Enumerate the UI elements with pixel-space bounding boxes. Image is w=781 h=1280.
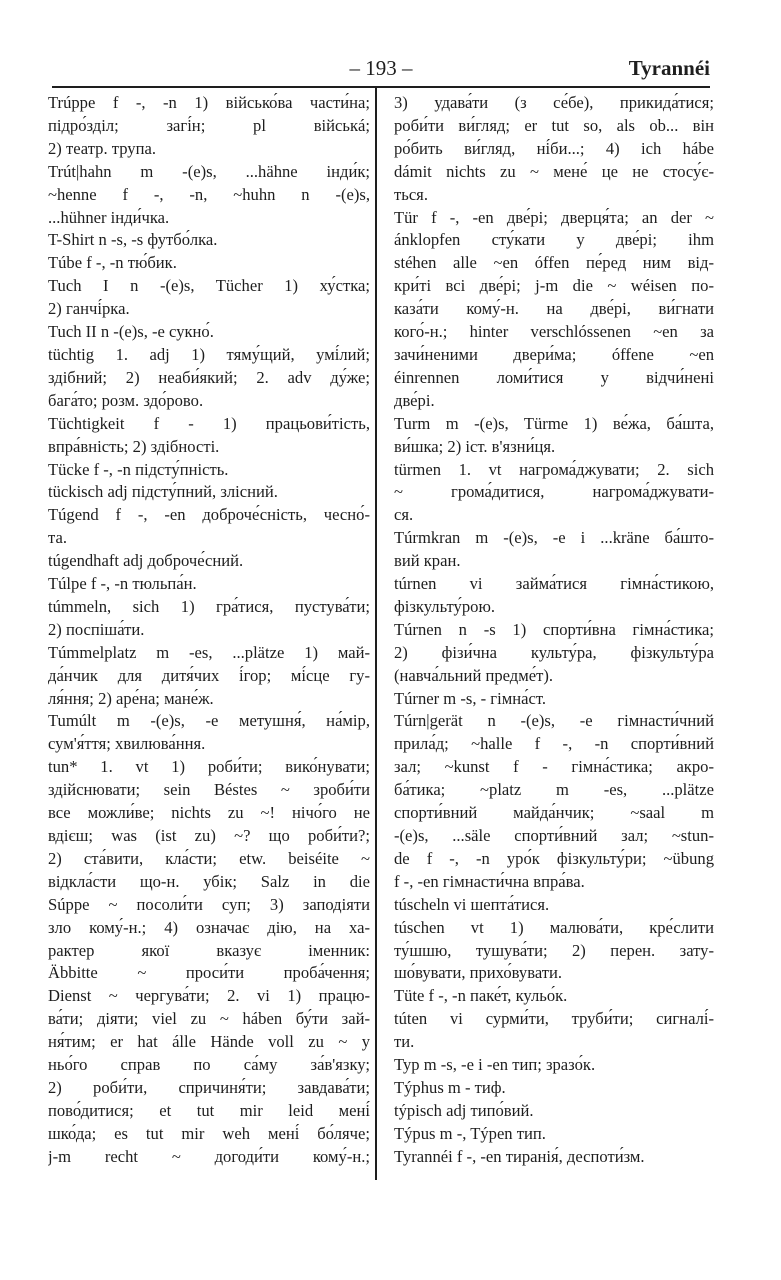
entry-line: Túbe f -, -n тю́бик.	[48, 253, 177, 273]
entry-line: Tuch II n -(e)s, -e сукно́.	[48, 322, 214, 342]
entry-line: Tumúlt m -(e)s, -e метушня́, на́мір,	[48, 711, 370, 731]
entry-line: ~henne f -, -n, ~huhn n -(e)s,	[48, 184, 370, 204]
entry-line: türmen 1. vt нагрома́джувати; 2. sich	[394, 459, 714, 479]
entry-line: túgendhaft adj доброче́сний.	[48, 551, 244, 571]
entry-line: бага́то; розм. здо́рово.	[48, 390, 204, 410]
entry-line: j-m recht ~ догоди́ти кому́-н.;	[48, 1146, 370, 1166]
header-rule	[52, 86, 710, 88]
column-divider	[375, 88, 377, 1180]
entry-line: dámit nichts zu ~ мене́ це не стосу́є-	[394, 161, 714, 181]
entry-line: пово́дитися; et tut mir leid мені́	[48, 1100, 370, 1120]
entry-line: ньо́го справ по са́му за́в'язку;	[48, 1055, 370, 1075]
entry-line: впра́вність; 2) здібності.	[48, 436, 220, 456]
entry-line: ля́ння; 2) аре́на; мане́ж.	[48, 688, 214, 708]
entry-line: Túgend f -, -en доброче́сність, чесно́-	[48, 505, 370, 525]
entry-line: Týpus m -, Týpen тип.	[394, 1123, 546, 1143]
entry-line: шко́да; es tut mir weh мені́ бо́ляче;	[48, 1123, 370, 1143]
entry-line: Tür f -, -en две́рі; дверця́та; an der ~	[394, 207, 714, 227]
entry-line: tun* 1. vt 1) роби́ти; вико́нувати;	[48, 757, 370, 777]
entry-line: Túmmelplatz m -es, ...plätze 1) май-	[48, 642, 370, 662]
entry-line: -(e)s, ...säle спорти́вний зал; ~stun-	[394, 826, 714, 845]
entry-line: ви́шка; 2) іст. в'язни́ця.	[394, 436, 556, 456]
entry-line: прила́д; ~halle f -, -n спорти́вний	[394, 734, 714, 754]
entry-line: здійснювати; sein Béstes ~ зроби́ти	[48, 780, 370, 800]
entry-line: ня́тим; er hat álle Hände voll zu ~ у	[48, 1032, 370, 1052]
entry-line: шо́вувати, прихо́вувати.	[394, 963, 563, 983]
entry-line: týpisch adj типо́вий.	[394, 1100, 534, 1120]
entry-line: зачи́неними двери́ма; óffene ~en	[394, 344, 714, 364]
entry-line: Túrner m -s, - гімна́ст.	[394, 688, 546, 708]
entry-line: tückisch adj підсту́пний, злісний.	[48, 482, 278, 502]
entry-line: Trút|hahn m -(e)s, ...hähne інди́к;	[48, 161, 370, 181]
entry-line: túscheln vi шепта́тися.	[394, 894, 550, 914]
entry-line: спорти́вний майда́нчик; ~saal m	[394, 803, 714, 823]
entry-line: Súppe ~ посоли́ти суп; 3) заподіяти	[48, 894, 370, 914]
entry-line: роби́ти ви́гляд; er tut so, als ob... він	[394, 115, 714, 135]
entry-line: відкла́сти що-н. убік; Salz in die	[48, 871, 370, 891]
entry-line: та.	[48, 528, 67, 548]
entry-line: túrnen vi займа́тися гімна́стикою,	[394, 574, 714, 594]
entry-line: Turm m -(e)s, Türme 1) ве́жа, ба́шта,	[394, 413, 714, 433]
entry-line: f -, -en гімнасти́чна впра́ва.	[394, 871, 585, 891]
entry-line: зал; ~kunst f - гімна́стика; акро-	[394, 757, 714, 777]
entry-line: Túrmkran m -(e)s, -e i ...kräne ба́што-	[394, 528, 714, 548]
entry-line: Týphus m - тиф.	[394, 1077, 506, 1097]
entry-line: Dienst ~ чергува́ти; 2. vi 1) працю-	[48, 986, 370, 1006]
entry-line: Tuch I n -(e)s, Tücher 1) ху́стка;	[48, 276, 370, 296]
entry-line: Tyrannéi f -, -en тиранія́, деспоти́зм.	[394, 1146, 645, 1166]
page-header	[52, 56, 710, 86]
entry-line: ...hühner інди́чка.	[48, 207, 170, 227]
entry-line: Trúppe f -, -n 1) військо́ва части́на;	[48, 93, 370, 112]
entry-line: Typ m -s, -e i -en тип; зразо́к.	[394, 1055, 596, 1075]
entry-line: ту́шшю, тушува́ти; 2) перен. зату-	[394, 940, 714, 960]
entry-line: ва́ти; діяти; viel zu ~ háben бу́ти зай-	[48, 1009, 370, 1029]
entry-line: вдієш; was (ist zu) ~? що роби́ти?;	[48, 826, 370, 845]
entry-line: stéhen alle ~en óffen пе́ред ним від-	[394, 253, 714, 273]
entry-line: кого́-н.; hinter verschlóssenen ~en за	[394, 322, 714, 342]
entry-line: вий кран.	[394, 551, 461, 571]
entry-line: зло кому́-н.; 4) означає дію, на ха-	[48, 917, 370, 937]
entry-line: 2) роби́ти, спричиня́ти; завдава́ти;	[48, 1077, 370, 1097]
entry-line: каза́ти кому́-н. на две́рі, ви́гнати	[394, 299, 714, 319]
entry-line: éinrennen ломи́тися у відчи́нені	[394, 367, 714, 387]
entry-line: рактер якої вказує іменник:	[48, 940, 370, 960]
right-column	[394, 92, 714, 1169]
entry-line: Túlpe f -, -n тюльпа́н.	[48, 574, 197, 594]
entry-line: Túrn|gerät n -(e)s, -e гімнасти́чний	[394, 711, 714, 731]
entry-line: túten vi сурми́ти, труби́ти; сигналі́-	[394, 1009, 714, 1029]
entry-line: Tüchtigkeit f - 1) працьови́тість,	[48, 413, 370, 433]
entry-line: ться.	[394, 184, 428, 204]
entry-line: 2) фізи́чна культу́ра, фізкульту́ра	[394, 642, 714, 662]
entry-line: 2) ганчі́рка.	[48, 299, 130, 319]
entry-line: фізкульту́рою.	[394, 596, 495, 616]
entry-line: ти.	[394, 1032, 415, 1052]
entry-line: Tücke f -, -n підсту́пність.	[48, 459, 229, 479]
entry-line: ся.	[394, 505, 414, 525]
entry-line: кри́ті всі две́рі; j-m die ~ wéisen по-	[394, 276, 714, 296]
entry-line: да́нчик для дитя́чих і́гор; мі́сце гу-	[48, 665, 370, 685]
running-head: Tyrannéi	[628, 56, 710, 80]
entry-line: túmmeln, sich 1) гра́тися, пустува́ти;	[48, 596, 370, 616]
entry-line: ба́тика; ~platz m -es, ...plätze	[394, 780, 714, 800]
entry-line: tüchtig 1. adj 1) тяму́щий, умі́лий;	[48, 344, 370, 364]
entry-line: 2) поспіша́ти.	[48, 619, 145, 639]
entry-line: сум'я́ття; хвилюва́ння.	[48, 734, 206, 754]
entry-line: 3) удава́ти (з се́бе), прикида́тися;	[394, 93, 714, 112]
entry-line: все можли́ве; nichts zu ~! нічо́го не	[48, 803, 370, 823]
entry-line: ~ грома́дитися, нагрома́джувати-	[394, 482, 714, 502]
page-number: – 193 –	[349, 56, 413, 80]
entry-line: Äbbitte ~ проси́ти проба́чення;	[48, 963, 370, 983]
entry-line: здібний; 2) неаби́який; 2. adv ду́же;	[48, 367, 370, 387]
left-column	[48, 92, 370, 1169]
entry-line: ánklopfen сту́кати у две́рі; ihm	[394, 230, 714, 250]
entry-line: ро́бить ви́гляд, ні́би...; 4) ich hábe	[394, 138, 714, 158]
entry-line: (навча́льний предме́т).	[394, 665, 554, 685]
entry-line: túschen vt 1) малюва́ти, кре́слити	[394, 917, 714, 937]
entry-line: de f -, -n уро́к фізкульту́ри; ~übung	[394, 848, 714, 868]
entry-line: 2) театр. трупа.	[48, 138, 156, 158]
entry-line: підро́зділ; загі́н; pl військá;	[48, 115, 370, 135]
entry-line: две́рі.	[394, 390, 435, 410]
entry-line: Túrnen n -s 1) спорти́вна гімна́стика;	[394, 619, 714, 639]
entry-line: 2) ста́вити, кла́сти; etw. beiséite ~	[48, 848, 370, 868]
entry-line: T-Shirt n -s, -s футбо́лка.	[48, 230, 218, 250]
entry-line: Tüte f -, -n паке́т, кульо́к.	[394, 986, 568, 1006]
